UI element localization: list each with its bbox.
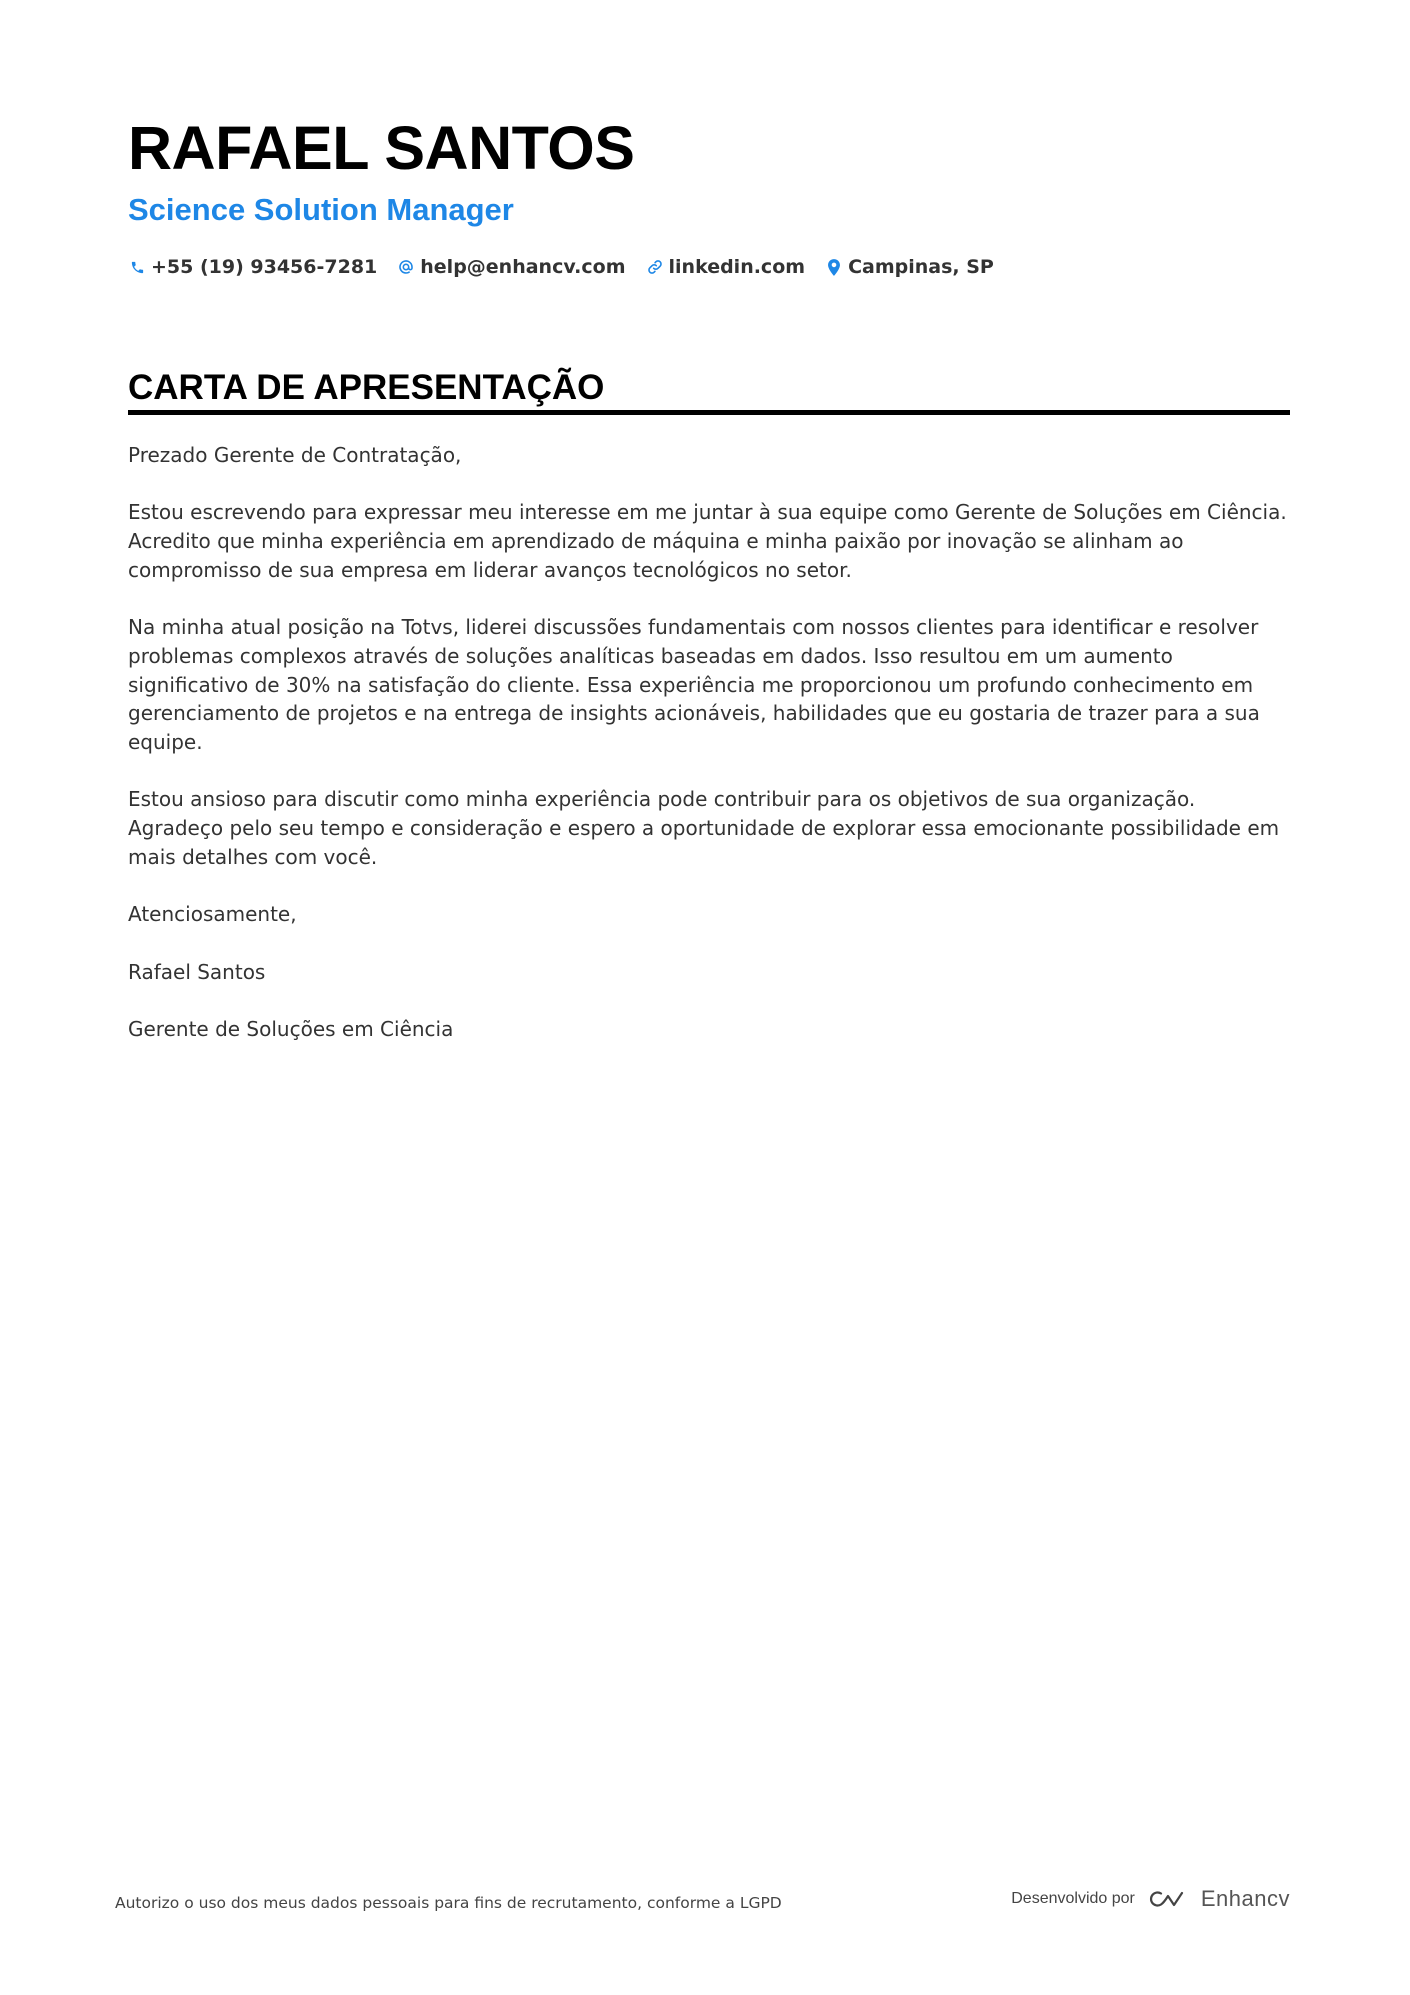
contact-email[interactable]	[397, 253, 625, 281]
footer-brand[interactable]	[1011, 1886, 1290, 1912]
candidate-name: RAFAEL SANTOS	[128, 114, 635, 182]
letter-greeting: Prezado Gerente de Contratação,	[128, 443, 462, 467]
contact-location-text: Campinas, SP	[848, 256, 994, 278]
contact-phone-text: +55 (19) 93456-7281	[151, 256, 378, 278]
link-icon	[646, 258, 664, 276]
contact-phone[interactable]	[128, 253, 377, 281]
signature-name: Rafael Santos	[128, 959, 266, 984]
contact-linkedin-text: linkedin.com	[668, 256, 806, 278]
letter-closing: Atenciosamente,	[128, 902, 297, 927]
contact-email-text: help@enhancv.com	[420, 256, 626, 278]
phone-icon	[128, 258, 146, 276]
letter-paragraph-2: Na minha atual posição na Totvs, liderei discussões fundamentais com nossos clientes para identificar e resolver problemas complexos através de soluções analíticas baseadas em dados. Isso resultou em um aumento significativo de 30% na satisfação do cliente. Essa experiência me proporcionou um profundo conhecimento em gerenciamento de projetos e na entrega de insights acionáveis, habilidades que eu gostaria de trazer para a sua equipe.	[128, 615, 1260, 754]
brand-name: Enhancv	[1200, 1886, 1290, 1911]
at-icon	[397, 258, 415, 276]
location-pin-icon	[825, 258, 843, 276]
letter-paragraph-3: Estou ansioso para discutir como minha experiência pode contribuir para os objetivos de sua organização. Agradeço pelo seu tempo e consideração e espero a oportunidade de explorar essa emocionante possibilidade em mais detalhes com você.	[128, 787, 1280, 869]
letter-body	[128, 441, 1290, 1072]
candidate-role: Science Solution Manager	[128, 192, 514, 227]
letter-paragraph-1: Estou escrevendo para expressar meu interesse em me juntar à sua equipe como Gerente de Soluções em Ciência. Acredito que minha experiência em aprendizado de máquina e minha paixão por inovação se alinham ao compromisso de sua empresa em liderar avanços tecnológicos no setor.	[128, 500, 1287, 582]
contact-location	[825, 253, 994, 281]
section-title: CARTA DE APRESENTAÇÃO	[128, 368, 605, 407]
enhancv-logo-icon	[1147, 1887, 1193, 1911]
contact-linkedin[interactable]	[646, 253, 806, 281]
footer-consent: Autorizo o uso dos meus dados pessoais para fins de recrutamento, conforme a LGPD	[115, 1894, 782, 1912]
contact-bar	[128, 253, 1014, 281]
signature-title: Gerente de Soluções em Ciência	[128, 1016, 454, 1041]
section-divider	[128, 410, 1290, 415]
built-with-label: Desenvolvido por	[1011, 1890, 1135, 1907]
